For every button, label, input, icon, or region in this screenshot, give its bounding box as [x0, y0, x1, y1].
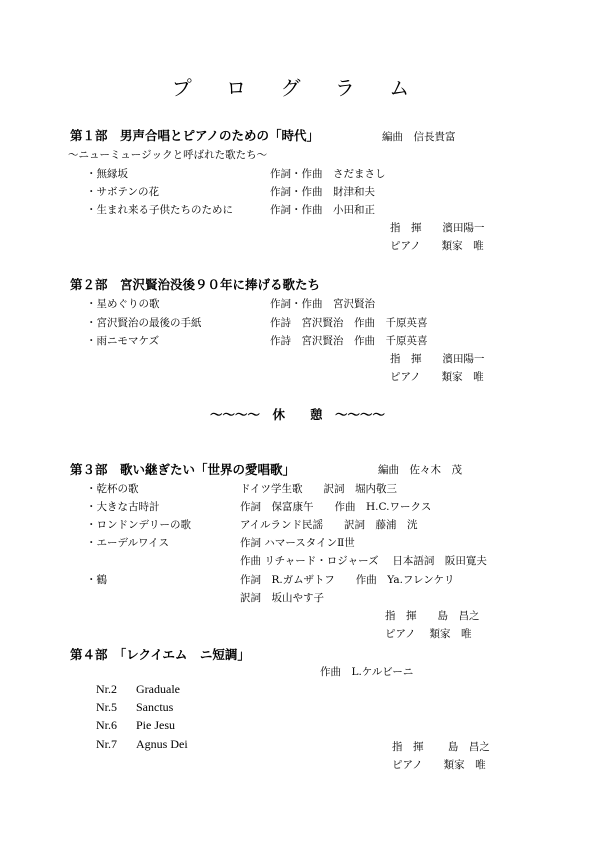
song-title: ・雨ニモマケズ [86, 335, 160, 347]
movement-number: Nr.2 [96, 682, 117, 696]
song-title: ・乾杯の歌 [86, 483, 139, 495]
part4-composer: 作曲 L.ケルビーニ [320, 666, 414, 678]
part1-arranger: 編曲 信長貴富 [382, 131, 456, 143]
song-title: ・ロンドンデリーの歌 [86, 519, 191, 531]
movement-name: Sanctus [136, 700, 174, 714]
movement-name: Graduale [136, 682, 180, 696]
song-credit: 作詞・作曲 財津和夫 [270, 186, 375, 198]
song-title: ・無縁坂 [86, 168, 128, 180]
part4-conductor: 指 揮 島 昌之 [392, 741, 490, 753]
song-credit: ドイツ学生歌 訳詞 堀内敬三 [240, 483, 397, 495]
part2-heading: 第２部 宮沢賢治没後９０年に捧げる歌たち [70, 277, 321, 292]
song-title: ・鶴 [86, 574, 107, 586]
song-credit: 作詞 ハマースタインⅡ世 [240, 537, 355, 549]
song-credit: 作詩 宮沢賢治 作曲 千原英喜 [270, 317, 428, 329]
movement-name: Pie Jesu [136, 718, 175, 732]
song-title: ・生まれ来る子供たちのために [86, 204, 233, 216]
movement-number: Nr.6 [96, 718, 117, 732]
part1-subtitle: ～ニューミュージックと呼ばれた歌たち～ [68, 149, 268, 161]
page-title: プ ロ グ ラ ム [171, 76, 424, 100]
song-credit-2: 作曲 リチャード・ロジャーズ 日本語詞 阪田寛夫 [240, 555, 487, 567]
song-credit: 作詞・作曲 さだまさし [270, 168, 386, 180]
song-credit: アイルランド民謡 訳詞 藤浦 洸 [240, 519, 418, 531]
song-title: ・サボテンの花 [86, 186, 159, 198]
part3-conductor: 指 揮 島 昌之 [385, 610, 480, 622]
part3-arranger: 編曲 佐々木 茂 [378, 464, 462, 476]
part4-pianist: ピアノ 類家 唯 [392, 759, 486, 771]
part1-heading: 第１部 男声合唱とピアノのための「時代」 [70, 128, 320, 143]
song-title: ・大きな古時計 [86, 501, 160, 513]
song-credit: 作詞 R.ガムザトフ 作曲 Ya.フレンケリ [240, 574, 455, 586]
song-credit: 作詩 宮沢賢治 作曲 千原英喜 [270, 335, 428, 347]
movement-number: Nr.7 [96, 737, 117, 751]
part3-heading: 第３部 歌い継ぎたい「世界の愛唱歌」 [70, 462, 296, 477]
song-title: ・宮沢賢治の最後の手紙 [86, 317, 202, 329]
song-credit: 作詞・作曲 小田和正 [270, 204, 375, 216]
part3-pianist: ピアノ 類家 唯 [385, 628, 472, 640]
song-credit: 作詞・作曲 宮沢賢治 [270, 298, 375, 310]
part2-pianist: ピアノ 類家 唯 [390, 371, 484, 383]
song-title: ・エーデルワイス [86, 537, 170, 549]
movement-number: Nr.5 [96, 700, 117, 714]
part2-conductor: 指 揮 濱田陽一 [390, 353, 485, 365]
song-credit-2: 訳詞 坂山やす子 [240, 592, 324, 604]
movement-name: Agnus Dei [136, 737, 188, 751]
song-title: ・星めぐりの歌 [86, 298, 160, 310]
part1-conductor: 指 揮 濱田陽一 [390, 222, 485, 234]
part1-pianist: ピアノ 類家 唯 [390, 240, 484, 252]
part4-heading: 第４部 「レクイエム ニ短調」 [70, 647, 250, 662]
song-credit: 作詞 保富康午 作曲 H.C.ワークス [240, 501, 432, 513]
intermission: ～～～～ 休 憩 ～～～～ [209, 407, 385, 422]
